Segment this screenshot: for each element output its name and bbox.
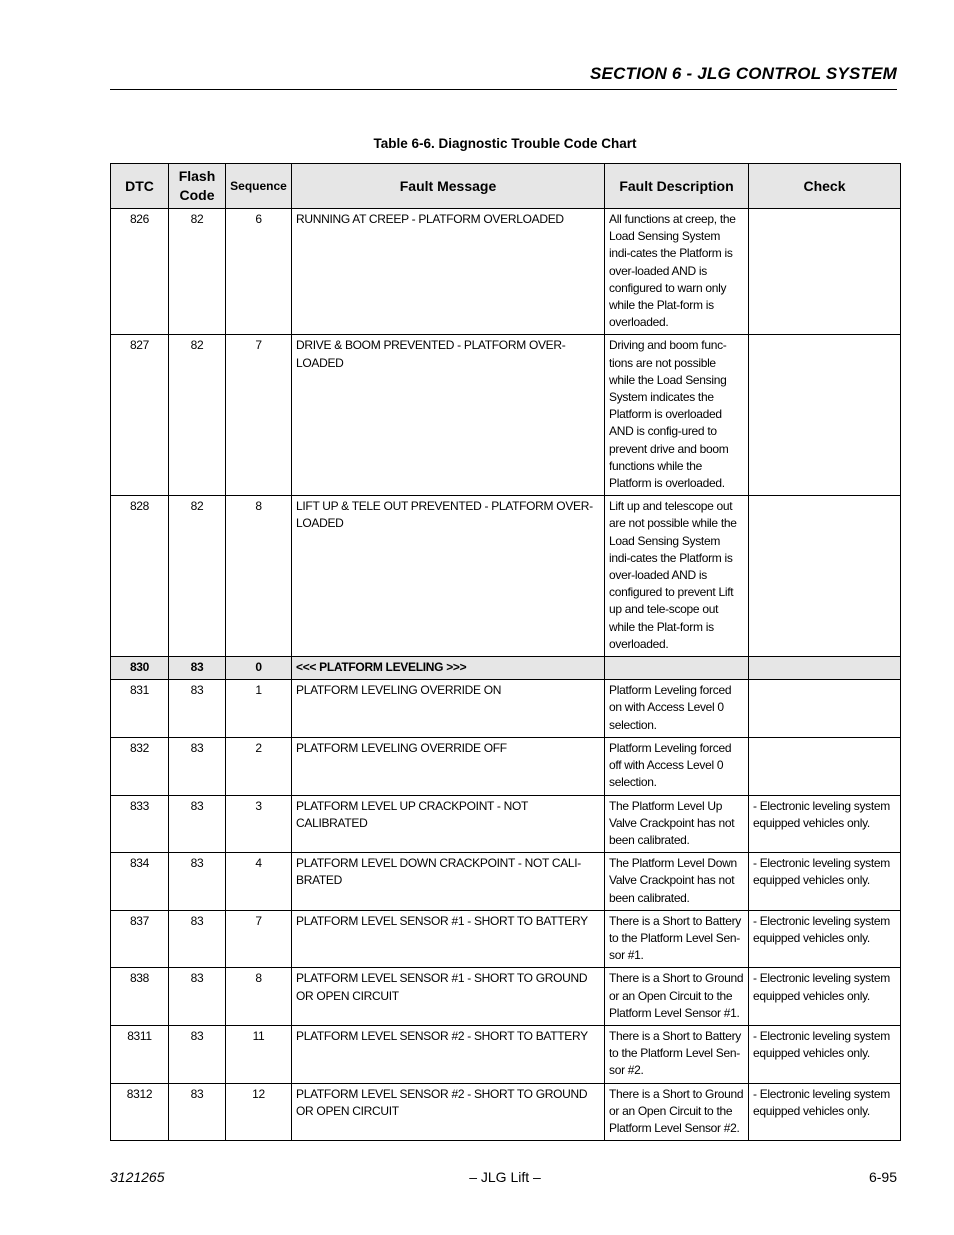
fault-description-cell: Platform Leveling forced on with Access Level 0 selection. [605, 680, 749, 738]
flash-code-cell: 83 [169, 910, 226, 968]
flash-code-cell: 82 [169, 335, 226, 496]
table-row [111, 737, 901, 795]
table-caption: Table 6-6. Diagnostic Trouble Code Chart [373, 136, 637, 151]
col-header-sequence: Sequence [226, 164, 292, 209]
dtc-cell: 838 [111, 968, 169, 1026]
fault-description-cell [605, 657, 749, 680]
fault-description-cell: There is a Short to Ground or an Open Circuit to the Platform Level Sensor #2. [605, 1083, 749, 1141]
sequence-cell: 3 [226, 795, 292, 853]
fault-description-cell: The Platform Level Down Valve Crackpoint has not been calibrated. [605, 853, 749, 911]
fault-message-cell: <<< PLATFORM LEVELING >>> [292, 657, 605, 680]
dtc-cell: 831 [111, 680, 169, 738]
check-cell [749, 657, 901, 680]
table-header-row [111, 164, 901, 209]
dtc-cell: 826 [111, 209, 169, 335]
fault-message-cell: PLATFORM LEVEL SENSOR #2 - SHORT TO BATTERY [292, 1025, 605, 1083]
fault-message-cell: PLATFORM LEVEL UP CRACKPOINT - NOT CALIBRATED [292, 795, 605, 853]
check-cell: - Electronic leveling system equipped vehicles only. [749, 1025, 901, 1083]
fault-message-cell: DRIVE & BOOM PREVENTED - PLATFORM OVER-LOADED [292, 335, 605, 496]
table-row [111, 968, 901, 1026]
fault-description-cell: All functions at creep, the Load Sensing System indi-cates the Platform is over-loaded AND is configured to warn only while the Plat-form is overloaded. [605, 209, 749, 335]
dtc-cell: 832 [111, 737, 169, 795]
flash-code-cell: 82 [169, 209, 226, 335]
check-cell: - Electronic leveling system equipped vehicles only. [749, 1083, 901, 1141]
sequence-cell: 7 [226, 910, 292, 968]
sequence-cell: 8 [226, 496, 292, 657]
check-cell: - Electronic leveling system equipped vehicles only. [749, 910, 901, 968]
sequence-cell: 11 [226, 1025, 292, 1083]
flash-code-cell: 83 [169, 1025, 226, 1083]
table-body [111, 209, 901, 1141]
flash-code-cell: 82 [169, 496, 226, 657]
flash-code-cell: 83 [169, 680, 226, 738]
fault-description-cell: Lift up and telescope out are not possible while the Load Sensing System indi-cates the Platform is over-loaded AND is configured to prevent Lift up and tele-scope out while the Plat-form is overloaded. [605, 496, 749, 657]
col-header-fault-description: Fault Description [605, 164, 749, 209]
fault-message-cell: PLATFORM LEVEL DOWN CRACKPOINT - NOT CALI-BRATED [292, 853, 605, 911]
footer-center: – JLG Lift – [469, 1169, 541, 1185]
table-row [111, 496, 901, 657]
table-row [111, 680, 901, 738]
table-section-row [111, 657, 901, 680]
fault-message-cell: PLATFORM LEVELING OVERRIDE OFF [292, 737, 605, 795]
flash-code-cell: 83 [169, 853, 226, 911]
fault-description-cell: There is a Short to Battery to the Platform Level Sen-sor #2. [605, 1025, 749, 1083]
sequence-cell: 7 [226, 335, 292, 496]
footer-page-number: 6-95 [868, 1169, 897, 1185]
fault-message-cell: PLATFORM LEVEL SENSOR #2 - SHORT TO GROUND OR OPEN CIRCUIT [292, 1083, 605, 1141]
table-row [111, 910, 901, 968]
fault-message-cell: LIFT UP & TELE OUT PREVENTED - PLATFORM OVER-LOADED [292, 496, 605, 657]
dtc-cell: 827 [111, 335, 169, 496]
table-row [111, 335, 901, 496]
flash-code-cell: 83 [169, 657, 226, 680]
sequence-cell: 1 [226, 680, 292, 738]
diagnostic-trouble-code-table [110, 163, 901, 1141]
fault-description-cell: Driving and boom func-tions are not possible while the Load Sensing System indicates the Platform is overloaded AND is config-ured to prevent drive and boom functions while the Platform is overloaded. [605, 335, 749, 496]
check-cell: - Electronic leveling system equipped vehicles only. [749, 968, 901, 1026]
col-header-flash-code: Flash Code [169, 164, 226, 209]
sequence-cell: 2 [226, 737, 292, 795]
table-row [111, 209, 901, 335]
dtc-cell: 828 [111, 496, 169, 657]
sequence-cell: 6 [226, 209, 292, 335]
sequence-cell: 8 [226, 968, 292, 1026]
fault-description-cell: The Platform Level Up Valve Crackpoint has not been calibrated. [605, 795, 749, 853]
col-header-dtc: DTC [111, 164, 169, 209]
flash-code-cell: 83 [169, 795, 226, 853]
fault-message-cell: PLATFORM LEVELING OVERRIDE ON [292, 680, 605, 738]
check-cell [749, 496, 901, 657]
table-row [111, 1083, 901, 1141]
check-cell [749, 680, 901, 738]
check-cell: - Electronic leveling system equipped vehicles only. [749, 853, 901, 911]
sequence-cell: 0 [226, 657, 292, 680]
sequence-cell: 4 [226, 853, 292, 911]
table-row [111, 795, 901, 853]
dtc-cell: 830 [111, 657, 169, 680]
check-cell [749, 335, 901, 496]
section-title: SECTION 6 - JLG CONTROL SYSTEM [590, 64, 897, 83]
check-cell [749, 209, 901, 335]
fault-description-cell: There is a Short to Ground or an Open Circuit to the Platform Level Sensor #1. [605, 968, 749, 1026]
fault-description-cell: There is a Short to Battery to the Platform Level Sen-sor #1. [605, 910, 749, 968]
dtc-cell: 8312 [111, 1083, 169, 1141]
fault-message-cell: PLATFORM LEVEL SENSOR #1 - SHORT TO GROUND OR OPEN CIRCUIT [292, 968, 605, 1026]
flash-code-cell: 83 [169, 737, 226, 795]
sequence-cell: 12 [226, 1083, 292, 1141]
fault-message-cell: PLATFORM LEVEL SENSOR #1 - SHORT TO BATTERY [292, 910, 605, 968]
check-cell [749, 737, 901, 795]
fault-message-cell: RUNNING AT CREEP - PLATFORM OVERLOADED [292, 209, 605, 335]
footer-doc-number: 3121265 [110, 1169, 165, 1185]
table-row [111, 1025, 901, 1083]
fault-description-cell: Platform Leveling forced off with Access Level 0 selection. [605, 737, 749, 795]
check-cell: - Electronic leveling system equipped vehicles only. [749, 795, 901, 853]
header-rule [110, 89, 897, 90]
dtc-cell: 834 [111, 853, 169, 911]
flash-code-cell: 83 [169, 1083, 226, 1141]
table-row [111, 853, 901, 911]
col-header-fault-message: Fault Message [292, 164, 605, 209]
dtc-cell: 833 [111, 795, 169, 853]
flash-code-cell: 83 [169, 968, 226, 1026]
dtc-cell: 837 [111, 910, 169, 968]
col-header-check: Check [749, 164, 901, 209]
dtc-cell: 8311 [111, 1025, 169, 1083]
